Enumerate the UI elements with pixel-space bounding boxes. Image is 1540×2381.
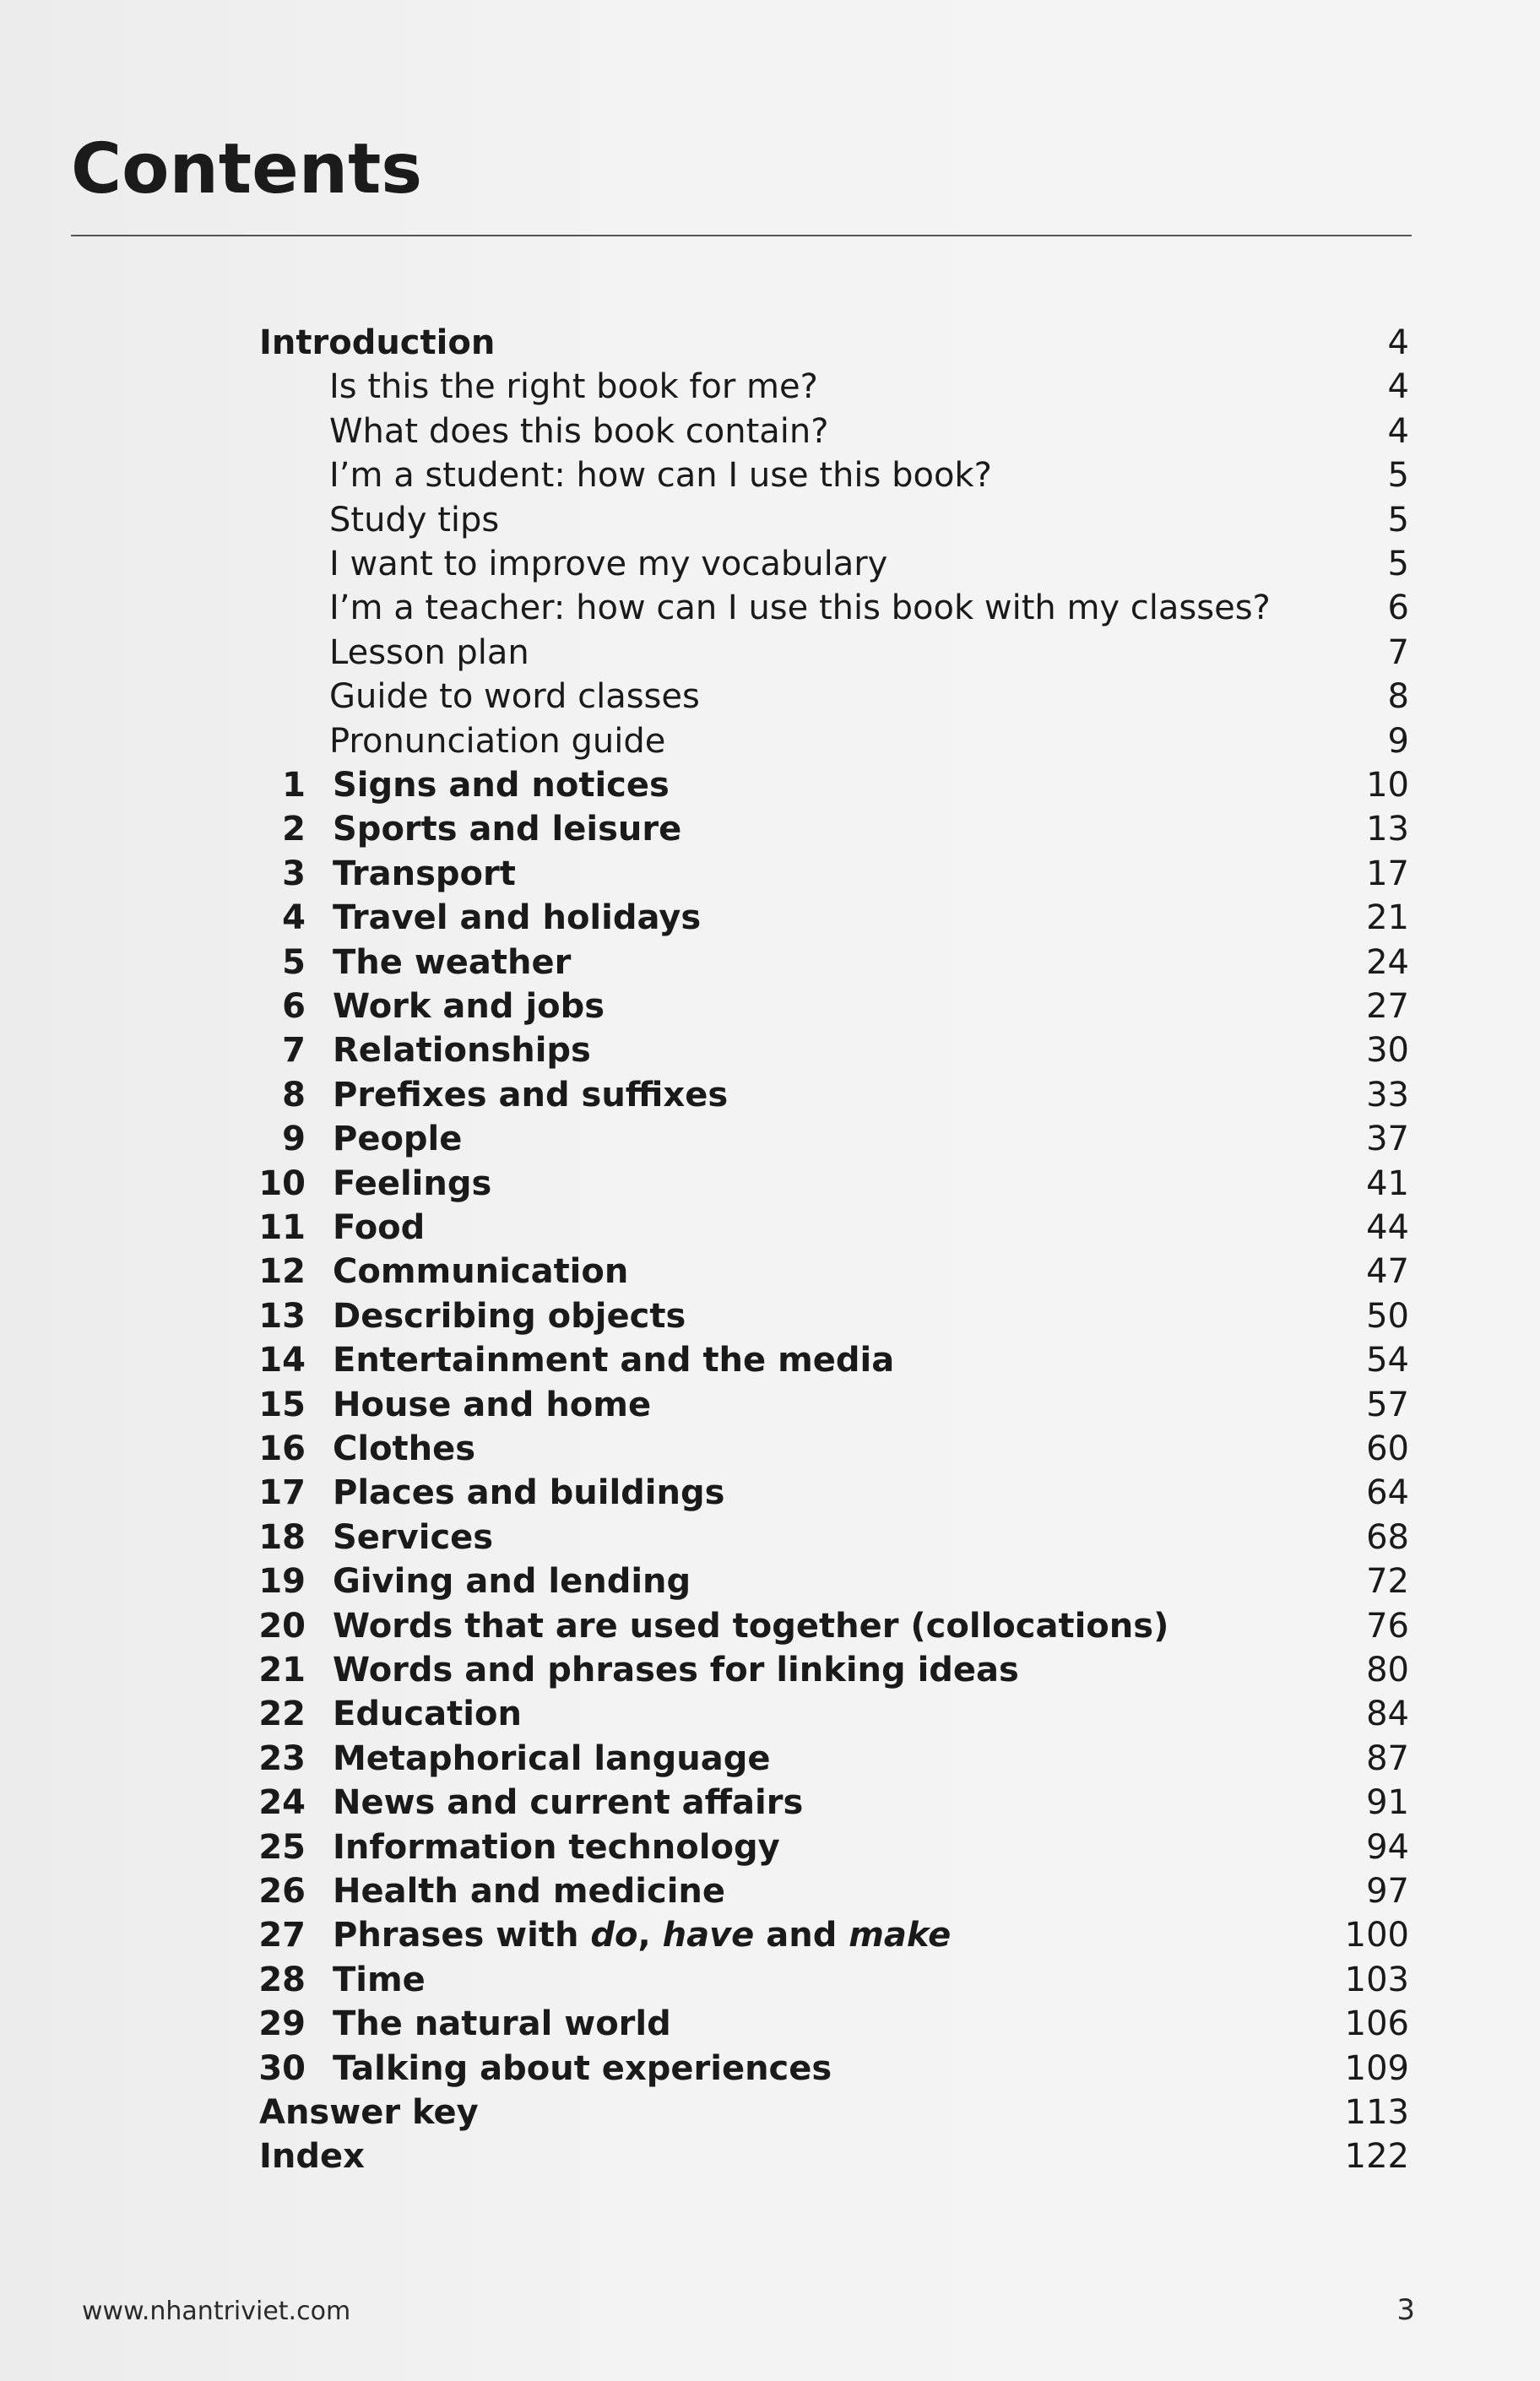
toc-entry-title: Travel and holidays xyxy=(333,898,702,938)
toc-unit-number: 8 xyxy=(282,1075,306,1115)
toc-unit-number: 13 xyxy=(258,1296,306,1336)
toc-entry-title: Transport xyxy=(333,854,516,893)
toc-page-number: 57 xyxy=(1366,1385,1409,1424)
toc-page-number: 64 xyxy=(1366,1473,1409,1513)
toc-entry-title: The natural world xyxy=(333,2004,671,2044)
toc-unit-row xyxy=(0,763,1540,807)
toc-entry-title: Guide to word classes xyxy=(329,677,700,717)
toc-page-number: 122 xyxy=(1344,2137,1409,2177)
toc-entry-title: Education xyxy=(333,1695,522,1734)
toc-subsection-row xyxy=(0,365,1540,409)
toc-entry-title: Information technology xyxy=(333,1827,780,1867)
toc-page-number: 9 xyxy=(1387,721,1409,761)
toc-unit-number: 27 xyxy=(258,1916,306,1955)
toc-unit-row xyxy=(0,807,1540,851)
toc-entry-title: The weather xyxy=(333,942,572,982)
toc-entry-title: Signs and notices xyxy=(333,766,670,805)
toc-page-number: 113 xyxy=(1344,2093,1409,2132)
toc-unit-row xyxy=(0,1648,1540,1692)
toc-entry-title: Metaphorical language xyxy=(333,1738,771,1778)
toc-entry-title: Introduction xyxy=(259,323,496,362)
toc-section-row xyxy=(0,2091,1540,2134)
toc-unit-row xyxy=(0,1117,1540,1161)
toc-unit-row xyxy=(0,1206,1540,1250)
toc-entry-title: People xyxy=(333,1120,463,1159)
toc-page-number: 94 xyxy=(1366,1827,1409,1867)
toc-unit-row xyxy=(0,1073,1540,1117)
toc-unit-number: 18 xyxy=(258,1517,306,1557)
toc-page-number: 27 xyxy=(1366,987,1409,1026)
toc-unit-number: 6 xyxy=(282,987,306,1026)
toc-unit-row xyxy=(0,1958,1540,2002)
toc-unit-number: 1 xyxy=(282,766,306,805)
toc-unit-row xyxy=(0,2047,1540,2091)
toc-unit-number: 17 xyxy=(258,1473,306,1513)
toc-unit-number: 7 xyxy=(282,1031,306,1071)
toc-entry-title: Talking about experiences xyxy=(333,2048,832,2088)
toc-entry-title: Health and medicine xyxy=(333,1872,726,1911)
toc-page-number: 87 xyxy=(1366,1738,1409,1778)
toc-unit-number: 4 xyxy=(282,898,306,938)
toc-entry-title: Is this the right book for me? xyxy=(329,367,818,407)
toc-entry-title: House and home xyxy=(333,1385,652,1424)
toc-page-number: 6 xyxy=(1387,588,1409,628)
toc-unit-number: 22 xyxy=(258,1695,306,1734)
toc-unit-number: 9 xyxy=(282,1120,306,1159)
toc-entry-title: Study tips xyxy=(329,500,500,540)
toc-page-number: 5 xyxy=(1387,500,1409,540)
toc-entry-title: Describing objects xyxy=(333,1296,686,1336)
title-divider xyxy=(71,235,1412,236)
toc-unit-row xyxy=(0,1294,1540,1338)
footer-website: www.nhantriviet.com xyxy=(82,2297,351,2326)
toc-entry-title: Relationships xyxy=(333,1031,591,1071)
toc-entry-title: Index xyxy=(259,2137,365,2177)
toc-page-number: 24 xyxy=(1366,942,1409,982)
toc-entry-title: Words and phrases for linking ideas xyxy=(333,1651,1019,1689)
toc-unit-number: 2 xyxy=(282,810,306,849)
toc-unit-row xyxy=(0,852,1540,896)
toc-entry-title: What does this book contain? xyxy=(329,411,829,451)
toc-page-number: 10 xyxy=(1366,766,1409,805)
toc-unit-row xyxy=(0,1028,1540,1072)
toc-page-number: 41 xyxy=(1366,1163,1409,1203)
toc-page-number: 44 xyxy=(1366,1208,1409,1247)
toc-unit-row xyxy=(0,1383,1540,1427)
toc-unit-number: 30 xyxy=(258,2048,306,2088)
toc-entry-title: I’m a student: how can I use this book? xyxy=(329,456,992,496)
toc-subsection-row xyxy=(0,719,1540,763)
toc-subsection-row xyxy=(0,631,1540,675)
toc-unit-row xyxy=(0,1559,1540,1603)
toc-page-number: 76 xyxy=(1366,1606,1409,1646)
toc-unit-row xyxy=(0,1604,1540,1648)
toc-unit-number: 10 xyxy=(258,1163,306,1203)
toc-unit-number: 12 xyxy=(258,1252,306,1292)
toc-page-number: 4 xyxy=(1387,367,1409,407)
toc-page-number: 47 xyxy=(1366,1252,1409,1292)
toc-subsection-row xyxy=(0,498,1540,542)
toc-unit-number: 11 xyxy=(258,1208,306,1247)
toc-entry-title: Entertainment and the media xyxy=(333,1341,895,1380)
toc-unit-number: 16 xyxy=(258,1429,306,1468)
toc-unit-number: 15 xyxy=(258,1385,306,1424)
toc-unit-number: 20 xyxy=(258,1606,306,1646)
toc-unit-number: 26 xyxy=(258,1872,306,1911)
toc-page-number: 21 xyxy=(1366,898,1409,938)
toc-unit-number: 3 xyxy=(282,854,306,893)
toc-page-number: 8 xyxy=(1387,677,1409,717)
toc-unit-row xyxy=(0,2002,1540,2046)
toc-entry-title: Words that are used together (collocations) xyxy=(333,1606,1169,1646)
toc-page-number: 50 xyxy=(1366,1296,1409,1336)
toc-page-number: 60 xyxy=(1366,1429,1409,1468)
toc-page-number: 91 xyxy=(1366,1783,1409,1823)
toc-entry-title: Work and jobs xyxy=(333,987,605,1026)
toc-entry-title: I want to improve my vocabulary xyxy=(329,545,888,583)
toc-unit-row xyxy=(0,1427,1540,1471)
toc-page-number: 84 xyxy=(1366,1695,1409,1734)
toc-unit-row xyxy=(0,1781,1540,1825)
toc-subsection-row xyxy=(0,409,1540,453)
toc-unit-row xyxy=(0,896,1540,940)
toc-unit-row xyxy=(0,1913,1540,1957)
toc-subsection-row xyxy=(0,453,1540,497)
toc-subsection-row xyxy=(0,542,1540,586)
toc-entry-title: I’m a teacher: how can I use this book with my classes? xyxy=(329,588,1271,628)
toc-unit-row xyxy=(0,1162,1540,1206)
toc-unit-row xyxy=(0,1471,1540,1515)
toc-entry-title: Giving and lending xyxy=(333,1562,691,1602)
toc-subsection-row xyxy=(0,586,1540,630)
toc-entry-title: Sports and leisure xyxy=(333,810,682,849)
toc-unit-row xyxy=(0,984,1540,1028)
toc-unit-row xyxy=(0,941,1540,984)
toc-section-row xyxy=(0,2134,1540,2178)
toc-page-number: 30 xyxy=(1366,1031,1409,1071)
toc-entry-title: Services xyxy=(333,1517,494,1557)
toc-page-number: 4 xyxy=(1387,411,1409,451)
toc-unit-row xyxy=(0,1737,1540,1781)
toc-page-number: 109 xyxy=(1344,2048,1409,2088)
toc-page-number: 37 xyxy=(1366,1120,1409,1159)
toc-entry-title: News and current affairs xyxy=(333,1783,804,1823)
toc-entry-title: Lesson plan xyxy=(329,632,529,672)
toc-subsection-row xyxy=(0,675,1540,719)
toc-entry-title: Feelings xyxy=(333,1163,492,1203)
toc-unit-row xyxy=(0,1250,1540,1294)
page-title: Contents xyxy=(71,129,423,209)
toc-unit-number: 23 xyxy=(258,1738,306,1778)
toc-entry-title: Answer key xyxy=(259,2093,479,2132)
toc-page-number: 17 xyxy=(1366,854,1409,893)
toc-unit-row xyxy=(0,1869,1540,1913)
toc-page-number: 106 xyxy=(1344,2004,1409,2044)
toc-unit-number: 5 xyxy=(282,942,306,982)
toc-entry-title: Clothes xyxy=(333,1429,476,1468)
toc-unit-number: 28 xyxy=(258,1960,306,1999)
toc-unit-row xyxy=(0,1516,1540,1559)
toc-unit-number: 21 xyxy=(258,1651,306,1689)
toc-page-number: 54 xyxy=(1366,1341,1409,1380)
toc-entry-title: Prefixes and suffixes xyxy=(333,1075,729,1115)
toc-entry-title: Pronunciation guide xyxy=(329,721,666,761)
toc-page-number: 4 xyxy=(1387,323,1409,362)
toc-entry-title: Places and buildings xyxy=(333,1473,725,1513)
toc-page-number: 7 xyxy=(1387,632,1409,672)
toc-unit-number: 14 xyxy=(258,1341,306,1380)
toc-entry-title: Time xyxy=(333,1960,426,1999)
toc-page-number: 103 xyxy=(1344,1960,1409,1999)
toc-unit-row xyxy=(0,1692,1540,1736)
toc-page-number: 100 xyxy=(1344,1916,1409,1955)
toc-unit-number: 29 xyxy=(258,2004,306,2044)
toc-page-number: 5 xyxy=(1387,545,1409,583)
toc-page-number: 13 xyxy=(1366,810,1409,849)
footer-page-number: 3 xyxy=(1396,2293,1415,2327)
toc-unit-row xyxy=(0,1338,1540,1382)
toc-page-number: 72 xyxy=(1366,1562,1409,1602)
toc-section-row xyxy=(0,321,1540,365)
toc-entry-title: Phrases with do, have and make xyxy=(333,1916,952,1955)
toc-page-number: 33 xyxy=(1366,1075,1409,1115)
toc-page-number: 5 xyxy=(1387,456,1409,496)
toc-unit-number: 24 xyxy=(258,1783,306,1823)
toc-unit-number: 25 xyxy=(258,1827,306,1867)
toc-entry-title: Food xyxy=(333,1208,426,1247)
toc-page-number: 80 xyxy=(1366,1651,1409,1689)
toc-page-number: 68 xyxy=(1366,1517,1409,1557)
toc-unit-row xyxy=(0,1825,1540,1869)
toc-unit-number: 19 xyxy=(258,1562,306,1602)
toc-page-number: 97 xyxy=(1366,1872,1409,1911)
toc-entry-title: Communication xyxy=(333,1252,629,1292)
